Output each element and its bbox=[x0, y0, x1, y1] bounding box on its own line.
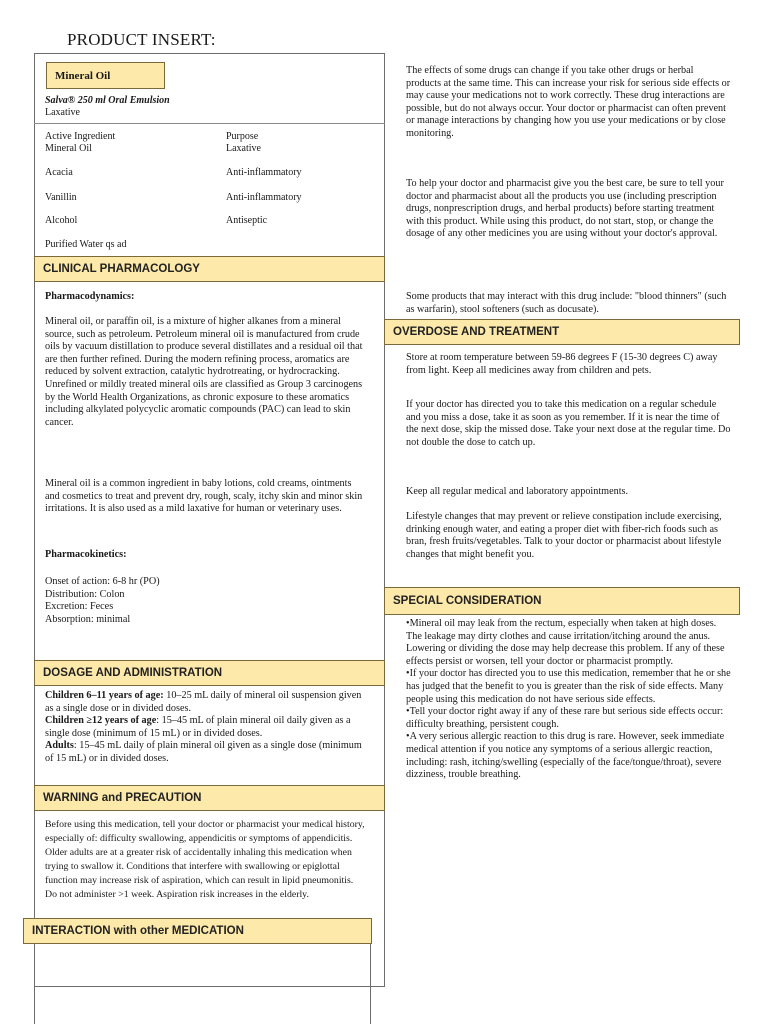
special-consideration-list bbox=[406, 618, 731, 782]
ingredient-name: Purified Water qs ad bbox=[45, 239, 127, 250]
interaction-paragraph-2: To help your doctor and pharmacist give you the best care, be sure to tell your doctor and pharmacist about all the products you use (including prescription drugs, nonprescription drugs, and herbal products) before starting treatment with this product. While using this product, do not start, stop, or change the dosage of any other medicines you are using without your doctor's approval. bbox=[406, 178, 724, 240]
dosage-children-6-11-label: Children 6–11 years of age: bbox=[45, 690, 164, 701]
ingredient-row bbox=[45, 239, 375, 251]
overdose-paragraph-1: Store at room temperature between 59-86 degrees F (15-30 degrees C) away from light. Keep all medicines away from children and pets. bbox=[406, 352, 718, 376]
overdose-paragraph-3: Keep all regular medical and laboratory appointments. bbox=[406, 486, 629, 497]
pharmacokinetics-title: Pharmacokinetics: bbox=[45, 549, 127, 560]
ingredient-purpose: Laxative bbox=[226, 143, 261, 154]
pk-item: Onset of action: 6-8 hr (PO) bbox=[45, 576, 160, 587]
special-bullet: •If your doctor has directed you to use this medication, remember that he or she has judged that the benefit to you is greater than the risk of side effects. Many people using this medication do not have serious side effects. bbox=[406, 668, 731, 705]
ingredient-purpose: Anti-inflammatory bbox=[226, 192, 302, 203]
ingredient-purpose: Antiseptic bbox=[226, 215, 268, 226]
product-brand-line: Salva® 250 ml Oral Emulsion bbox=[45, 95, 170, 106]
special-consideration-header: SPECIAL CONSIDERATION bbox=[384, 587, 740, 615]
pharmacodynamics-title: Pharmacodynamics: bbox=[45, 291, 135, 302]
ingredients-header-row bbox=[45, 131, 375, 143]
ingredient-row bbox=[45, 215, 375, 227]
ingredient-row bbox=[45, 143, 375, 155]
dosage-children-12-text: : 15–45 mL of plain mineral oil daily given as a single dose (minimum of 15 mL) or in divided doses. bbox=[45, 715, 351, 739]
ingredient-row bbox=[45, 192, 375, 204]
pharmacokinetics-list bbox=[45, 576, 345, 626]
interaction-paragraph-1: The effects of some drugs can change if you take other drugs or herbal products at the same time. This can increase your risk for serious side effects or may cause your medications not to work correctly. These drug interactions are possible, but do not always occur. Your doctor or pharmacist can often prevent or manage interactions by changing how you use your medications or by close monitoring. bbox=[406, 65, 731, 139]
dosage-header: DOSAGE AND ADMINISTRATION bbox=[34, 660, 385, 686]
pk-item: Excretion: Feces bbox=[45, 601, 114, 613]
dosage-adults-label: Adults bbox=[45, 740, 74, 752]
pk-item: Distribution: Colon bbox=[45, 588, 125, 600]
ingredient-name: Mineral Oil bbox=[45, 143, 92, 154]
overdose-header: OVERDOSE AND TREATMENT bbox=[384, 319, 740, 345]
warning-text: Before using this medication, tell your doctor or pharmacist your medical history, especially of: difficulty swallowing, appendicitis or symptoms of appendicitis. Older adults are at a greater risk of accidentally inhaling this medication when trying to swallow it. Conditions that interfere with swallowing or epiglottal function may increase risk of aspiration, which can result in lipid pneumonitis. Do not administer >1 week. Aspiration risk increases in the elderly. bbox=[45, 819, 365, 900]
page-title: PRODUCT INSERT: bbox=[67, 30, 216, 49]
clinical-pharmacology-header: CLINICAL PHARMACOLOGY bbox=[34, 256, 385, 282]
dosage-children-12-label: Children ≥12 years of age bbox=[45, 715, 157, 727]
special-bullet: •Tell your doctor right away if any of these rare but serious side effects occur: difficulty breathing, persistent cough. bbox=[406, 706, 724, 730]
pk-item: Absorption: minimal bbox=[45, 613, 131, 625]
col-purpose: Purpose bbox=[226, 131, 259, 142]
ingredient-name: Vanillin bbox=[45, 192, 77, 203]
pharmacodynamics-paragraph-2: Mineral oil is a common ingredient in baby lotions, cold creams, ointments and cosmetics to treat and prevent dry, rough, scaly, itchy skin and minor skin irritations. It is also used as a mild laxative for human or veterinary uses. bbox=[45, 478, 363, 515]
ingredient-name: Acacia bbox=[45, 167, 73, 178]
dosage-adults-text: : 15–45 mL daily of plain mineral oil given as a single dose (minimum of 15 mL) or in divided doses. bbox=[45, 740, 362, 764]
special-bullet: •A very serious allergic reaction to this drug is rare. However, seek immediate medical attention if you notice any symptoms of a serious allergic reaction, including: rash, itching/swelling (especially of the face/tongue/throat), severe dizziness, trouble breathing. bbox=[406, 731, 725, 781]
dosage-text bbox=[45, 690, 363, 766]
warning-header: WARNING and PRECAUTION bbox=[34, 785, 385, 811]
ingredient-name: Alcohol bbox=[45, 215, 78, 226]
interaction-header: INTERACTION with other MEDICATION bbox=[23, 918, 372, 944]
special-bullet: •Mineral oil may leak from the rectum, especially when taken at high doses. The leakage may dirty clothes and cause irritation/itching around the anus. Lowering or dividing the dose may help decrease this problem. If any of these effects persist or worsen, tell your doctor or pharmacist promptly. bbox=[406, 618, 725, 667]
overdose-paragraph-2: If your doctor has directed you to take this medication on a regular schedule and you miss a dose, take it as soon as you remember. If it is near the time of the next dose, skip the missed dose. Take your next dose at the regular time. Do not double the dose to catch up. bbox=[406, 399, 731, 448]
interaction-empty-box bbox=[34, 944, 371, 1024]
product-name-box: Mineral Oil bbox=[46, 62, 165, 89]
overdose-paragraph-4: Lifestyle changes that may prevent or relieve constipation include exercising, drinking enough water, and eating a proper diet with fiber-rich foods such as bran, fresh fruits/vegetables. Talk to your doctor or pharmacist about lifestyle changes that might benefit you. bbox=[406, 511, 722, 560]
product-divider bbox=[34, 123, 385, 124]
ingredient-purpose: Anti-inflammatory bbox=[226, 167, 302, 178]
ingredient-row bbox=[45, 167, 375, 179]
pharmacodynamics-paragraph-1: Mineral oil, or paraffin oil, is a mixture of higher alkanes from a mineral source, such as petroleum. Petroleum mineral oil is manufactured from crude oils by vacuum distillation to produce several distillates and a residual oil that are then further refined. During the modern refining process, aromatics are reduced by solvent extraction, catalytic hydrotreating, or hydrocracking. Unrefined or mildly treated mineral oils are classified as Group 3 carcinogens by the World Health Organizations, as chronic exposure to these aromatics including alkylated polycyclic aromatic compounds (PAC) can lead to skin cancer. bbox=[45, 316, 363, 428]
dosage-children-6-11-text: 10–25 mL daily of mineral oil suspension given as a single dose or in divided doses. bbox=[45, 690, 362, 714]
col-ingredient: Active Ingredient bbox=[45, 131, 116, 142]
interaction-paragraph-3: Some products that may interact with this drug include: "blood thinners" (such as warfarin), stool softeners (such as docusate). bbox=[406, 291, 727, 315]
product-category: Laxative bbox=[45, 107, 80, 118]
